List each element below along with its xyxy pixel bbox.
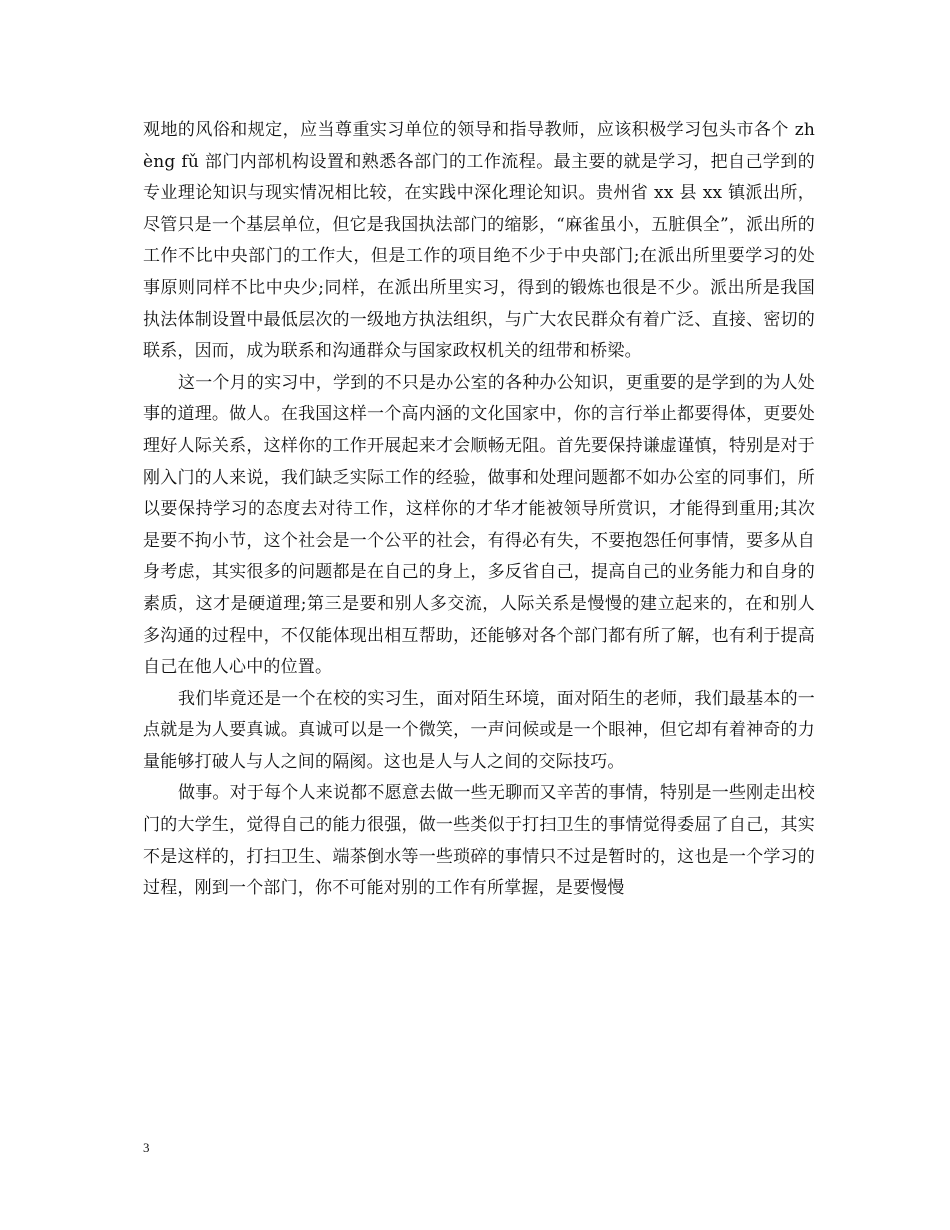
paragraph-2: 这一个月的实习中，学到的不只是办公室的各种办公知识，更重要的是学到的为人处事的道理。做人。在我国这样一个高内涵的文化国家中，你的言行举止都要得体，更要处理好人际关系，这样你的工作开展起来才会顺畅无阻。首先要保持谦虚谨慎，特别是对于刚入门的人来说，我们缺乏实际工作的经验，做事和处理问题都不如办公室的同事们，所以要保持学习的态度去对待工作，这样你的才华才能被领导所赏识，才能得到重用;其次是要不拘小节，这个社会是一个公平的社会，有得必有失，不要抱怨任何事情，要多从自身考虑，其实很多的问题都是在自己的身上，多反省自己，提高自己的业务能力和自身的素质，这才是硬道理;第三是要和别人多交流，人际关系是慢慢的建立起来的，在和别人多沟通的过程中，不仅能体现出相互帮助，还能够对各个部门都有所了解，也有利于提高自己在他人心中的位置。 [143, 372, 815, 678]
body-text [143, 115, 815, 905]
paragraph-3: 我们毕竟还是一个在校的实习生，面对陌生环境，面对陌生的老师，我们最基本的一点就是为人要真诚。真诚可以是一个微笑，一声问候或是一个眼神，但它却有着神奇的力量能够打破人与人之间的隔阂。这也是人与人之间的交际技巧。 [143, 688, 815, 772]
page-number: 3 [143, 1140, 150, 1155]
paragraph-4: 做事。对于每个人来说都不愿意去做一些无聊而又辛苦的事情，特别是一些刚走出校门的大学生，觉得自己的能力很强，做一些类似于打扫卫生的事情觉得委屈了自己，其实不是这样的，打扫卫生、端茶倒水等一些琐碎的事情只不过是暂时的，这也是一个学习的过程，刚到一个部门，你不可能对别的工作有所掌握，是要慢慢 [143, 783, 815, 899]
paragraph-1: 观地的风俗和规定，应当尊重实习单位的领导和指导教师，应该积极学习包头市各个 zhèng fǔ 部门内部机构设置和熟悉各部门的工作流程。最主要的就是学习，把自己学到的专业理论知识与现实情况相比较，在实践中深化理论知识。贵州省 xx 县 xx 镇派出所，尽管只是一个基层单位，但它是我国执法部门的缩影，“麻雀虽小，五脏俱全”，派出所的工作不比中央部门的工作大，但是工作的项目绝不少于中央部门;在派出所里要学习的处事原则同样不比中央少;同样，在派出所里实习，得到的锻炼也很是不少。派出所是我国执法体制设置中最低层次的一级地方执法组织，与广大农民群众有着广泛、直接、密切的联系，因而，成为联系和沟通群众与国家政权机关的纽带和桥梁。 [143, 120, 815, 362]
